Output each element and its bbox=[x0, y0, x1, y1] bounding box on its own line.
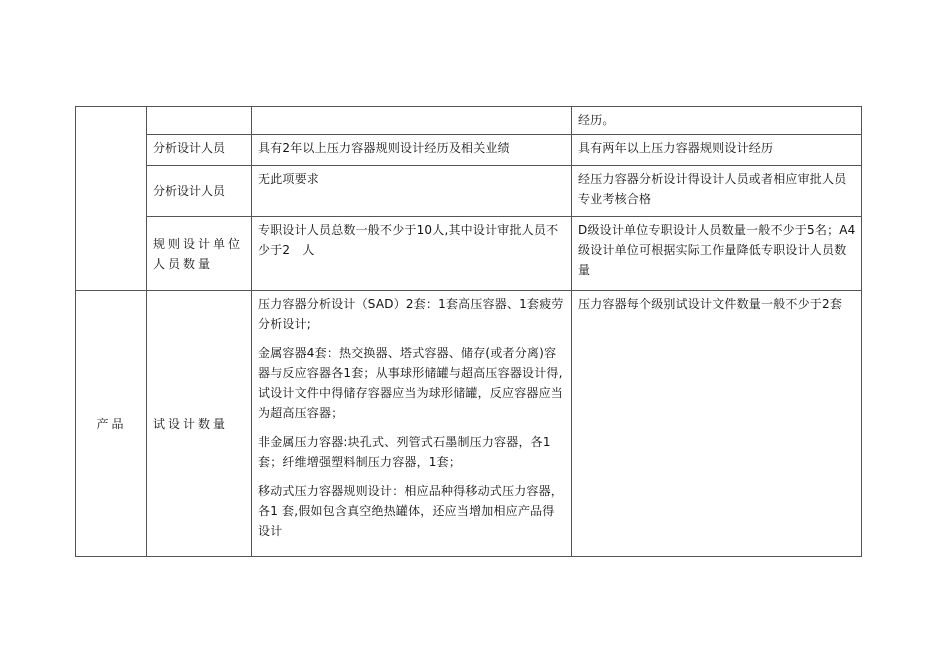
old-requirement-cell: 具有2年以上压力容器规则设计经历及相关业绩 bbox=[252, 135, 572, 166]
old-requirement-paragraph: 非金属压力容器:块孔式、列管式石墨制压力容器，各1套；纤维增强塑料制压力容器，1套； bbox=[258, 435, 551, 469]
product-row bbox=[76, 291, 862, 557]
old-requirement-cell bbox=[252, 107, 572, 135]
old-requirement-paragraph: 移动式压力容器规则设计：相应品种得移动式压力容器，各1 套,假如包含真空绝热罐体，还应当增加相应产品得设计 bbox=[258, 484, 564, 538]
old-requirement-cell: 无此项要求 bbox=[252, 166, 572, 217]
new-requirement-cell: 经历。 bbox=[572, 107, 862, 135]
old-requirement-cell bbox=[252, 291, 572, 557]
old-requirement-paragraph: 压力容器分析设计（SAD）2套：1套高压容器、1套疲劳分析设计; bbox=[258, 297, 564, 331]
new-requirement-cell: 经压力容器分析设计得设计人员或者相应审批人员专业考核合格 bbox=[572, 166, 862, 217]
category-cell bbox=[76, 107, 147, 291]
item-cell: 分析设计人员 bbox=[147, 135, 252, 166]
table-row bbox=[76, 217, 862, 291]
item-cell: 试设计数量 bbox=[147, 291, 252, 557]
table-row bbox=[76, 135, 862, 166]
new-requirement-cell: 压力容器每个级别试设计文件数量一般不少于2套 bbox=[572, 291, 862, 557]
table-row bbox=[76, 107, 862, 135]
old-requirement-cell: 专职设计人员总数一般不少于10人,其中设计审批人员不少于2 人 bbox=[252, 217, 572, 291]
item-cell: 分析设计人员 bbox=[147, 166, 252, 217]
new-requirement-cell: 具有两年以上压力容器规则设计经历 bbox=[572, 135, 862, 166]
item-cell: 规则设计单位人员数量 bbox=[147, 217, 252, 291]
table-row bbox=[76, 166, 862, 217]
requirements-table bbox=[75, 106, 862, 557]
item-cell bbox=[147, 107, 252, 135]
category-cell: 产品 bbox=[76, 291, 147, 557]
old-requirement-paragraph: 金属容器4套：热交换器、塔式容器、储存(或者分离)容器与反应容器各1套；从事球形储罐与超高压容器设计得,试设计文件中得储存容器应当为球形储罐，反应容器应当为超高压容器； bbox=[258, 346, 564, 420]
new-requirement-cell: D级设计单位专职设计人员数量一般不少于5名；A4级设计单位可根据实际工作量降低专职设计人员数量 bbox=[572, 217, 862, 291]
